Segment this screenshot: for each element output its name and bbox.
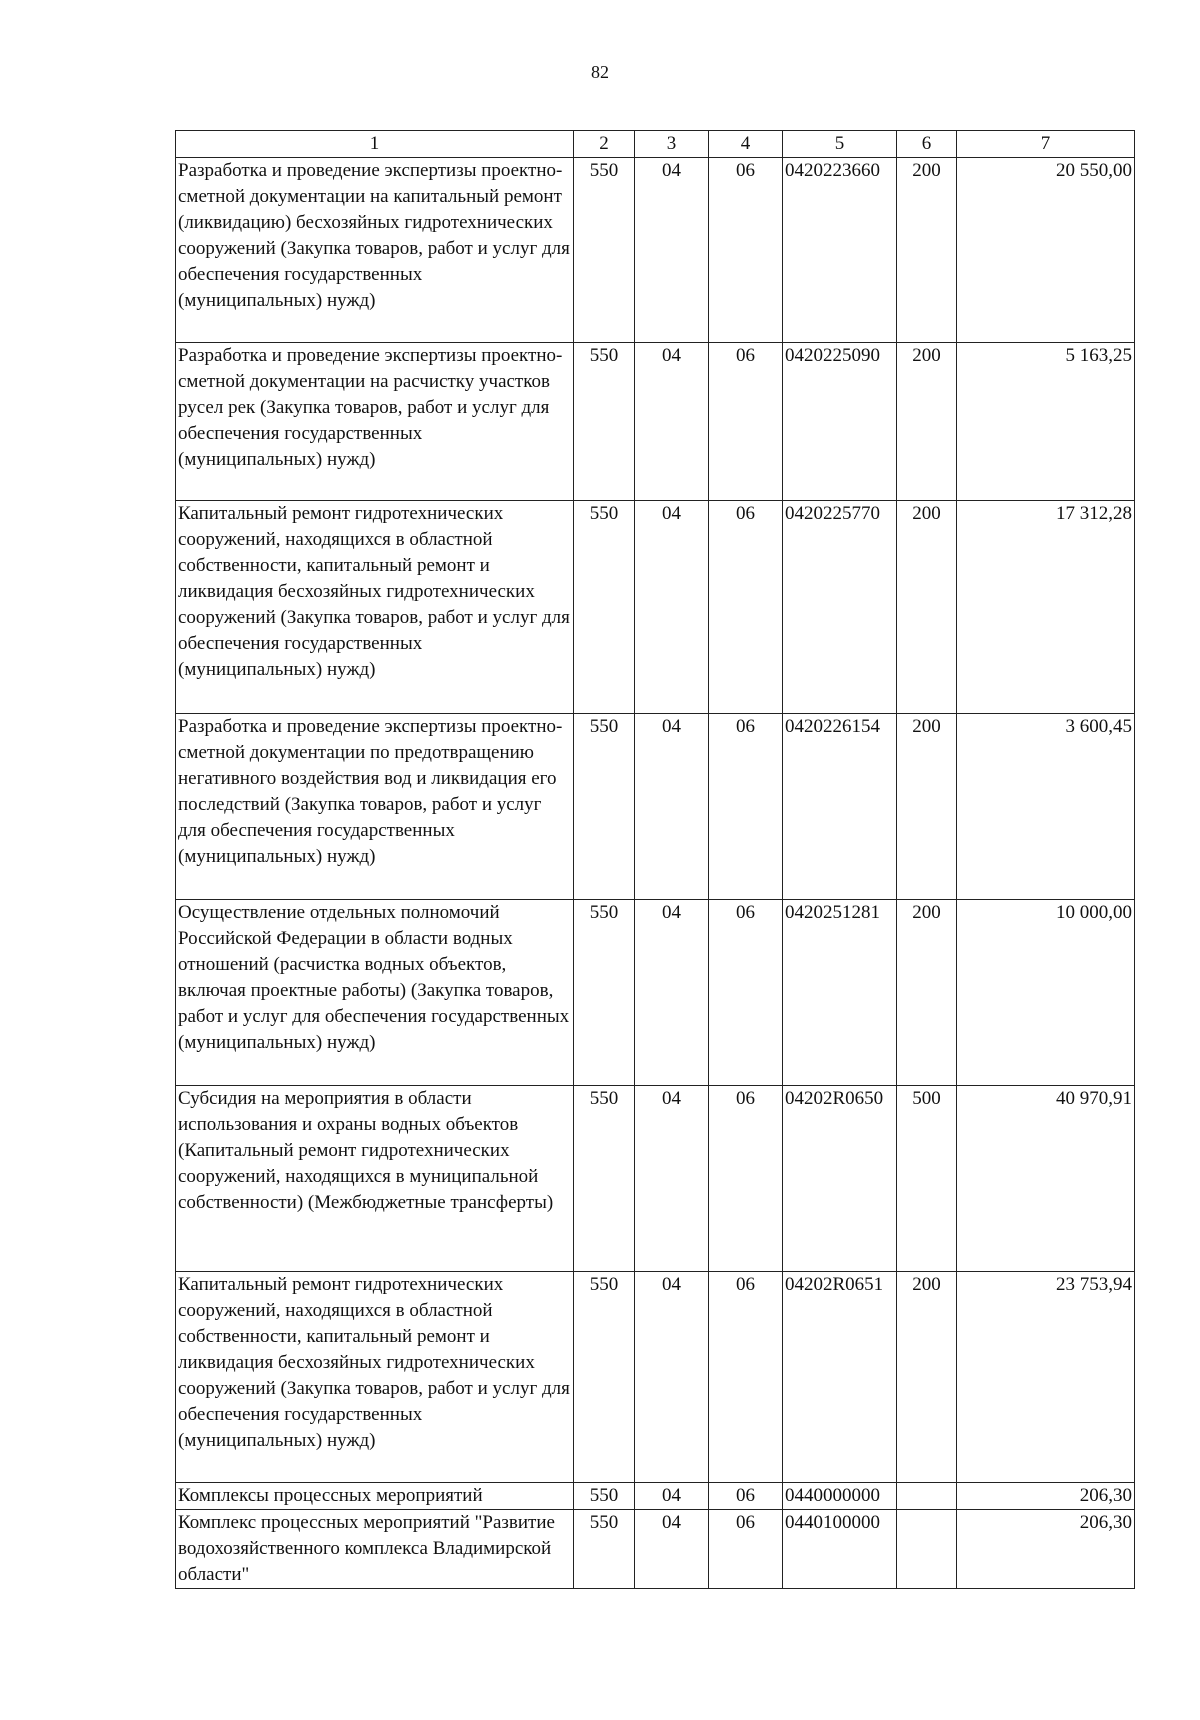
expense-type-code (897, 1483, 957, 1510)
expense-name: Капитальный ремонт гидротехнических сооружений, находящихся в областной собственности, капитальный ремонт и ликвидация бесхозяйных гидротехнических сооружений (Закупка товаров, работ и услуг для обеспечения государственных (муниципальных) нужд) (176, 1272, 574, 1483)
expense-name: Субсидия на мероприятия в области использования и охраны водных объектов (Капитальный ремонт гидротехнических сооружений, находящихся в муниципальной собственности) (Межбюджетные трансферты) (176, 1086, 574, 1272)
expense-type-code (897, 1510, 957, 1589)
subsection-code: 06 (709, 1272, 783, 1483)
expense-type-code: 200 (897, 714, 957, 900)
table-row (176, 1086, 1135, 1272)
table-row (176, 501, 1135, 714)
budget-table (175, 130, 1135, 1589)
section-code: 04 (635, 1086, 709, 1272)
column-number: 1 (176, 131, 574, 158)
target-article-code: 0420225090 (783, 343, 897, 501)
section-code: 04 (635, 714, 709, 900)
expense-name: Разработка и проведение экспертизы проектно-сметной документации на расчистку участков русел рек (Закупка товаров, работ и услуг для обеспечения государственных (муниципальных) нужд) (176, 343, 574, 501)
column-number: 3 (635, 131, 709, 158)
ministry-code: 550 (574, 1272, 635, 1483)
subsection-code: 06 (709, 1086, 783, 1272)
column-number-row (176, 131, 1135, 158)
column-number: 6 (897, 131, 957, 158)
subsection-code: 06 (709, 714, 783, 900)
table-row (176, 714, 1135, 900)
target-article-code: 0420251281 (783, 900, 897, 1086)
table-row (176, 1510, 1135, 1589)
expense-name: Осуществление отдельных полномочий Российской Федерации в области водных отношений (расчистка водных объектов, включая проектные работы) (Закупка товаров, работ и услуг для обеспечения государственных (муниципальных) нужд) (176, 900, 574, 1086)
section-code: 04 (635, 343, 709, 501)
target-article-code: 0440100000 (783, 1510, 897, 1589)
section-code: 04 (635, 158, 709, 343)
section-code: 04 (635, 900, 709, 1086)
expense-name: Комплекс процессных мероприятий "Развитие водохозяйственного комплекса Владимирской области" (176, 1510, 574, 1589)
column-number: 7 (957, 131, 1135, 158)
ministry-code: 550 (574, 501, 635, 714)
target-article-code: 0420223660 (783, 158, 897, 343)
target-article-code: 0440000000 (783, 1483, 897, 1510)
target-article-code: 04202R0651 (783, 1272, 897, 1483)
amount: 20 550,00 (957, 158, 1135, 343)
page-number: 82 (591, 62, 609, 82)
section-code: 04 (635, 1272, 709, 1483)
expense-name: Комплексы процессных мероприятий (176, 1483, 574, 1510)
expense-type-code: 200 (897, 501, 957, 714)
target-article-code: 0420225770 (783, 501, 897, 714)
amount: 17 312,28 (957, 501, 1135, 714)
amount: 23 753,94 (957, 1272, 1135, 1483)
subsection-code: 06 (709, 501, 783, 714)
table-row (176, 900, 1135, 1086)
section-code: 04 (635, 501, 709, 714)
ministry-code: 550 (574, 900, 635, 1086)
amount: 10 000,00 (957, 900, 1135, 1086)
ministry-code: 550 (574, 1483, 635, 1510)
subsection-code: 06 (709, 1510, 783, 1589)
expense-type-code: 200 (897, 158, 957, 343)
section-code: 04 (635, 1483, 709, 1510)
ministry-code: 550 (574, 158, 635, 343)
ministry-code: 550 (574, 1086, 635, 1272)
ministry-code: 550 (574, 1510, 635, 1589)
ministry-code: 550 (574, 714, 635, 900)
expense-type-code: 500 (897, 1086, 957, 1272)
amount: 206,30 (957, 1510, 1135, 1589)
subsection-code: 06 (709, 158, 783, 343)
target-article-code: 0420226154 (783, 714, 897, 900)
target-article-code: 04202R0650 (783, 1086, 897, 1272)
expense-name: Разработка и проведение экспертизы проектно-сметной документации на капитальный ремонт (ликвидацию) бесхозяйных гидротехнических сооружений (Закупка товаров, работ и услуг для обеспечения государственных (муниципальных) нужд) (176, 158, 574, 343)
table-row (176, 1272, 1135, 1483)
amount: 40 970,91 (957, 1086, 1135, 1272)
section-code: 04 (635, 1510, 709, 1589)
subsection-code: 06 (709, 900, 783, 1086)
expense-name: Разработка и проведение экспертизы проектно-сметной документации по предотвращению негативного воздействия вод и ликвидация его последствий (Закупка товаров, работ и услуг для обеспечения государственных (муниципальных) нужд) (176, 714, 574, 900)
subsection-code: 06 (709, 1483, 783, 1510)
column-number: 2 (574, 131, 635, 158)
expense-type-code: 200 (897, 900, 957, 1086)
table-row (176, 158, 1135, 343)
column-number: 4 (709, 131, 783, 158)
expense-name: Капитальный ремонт гидротехнических сооружений, находящихся в областной собственности, капитальный ремонт и ликвидация бесхозяйных гидротехнических сооружений (Закупка товаров, работ и услуг для обеспечения государственных (муниципальных) нужд) (176, 501, 574, 714)
table-row (176, 343, 1135, 501)
ministry-code: 550 (574, 343, 635, 501)
subsection-code: 06 (709, 343, 783, 501)
expense-type-code: 200 (897, 343, 957, 501)
expense-type-code: 200 (897, 1272, 957, 1483)
column-number: 5 (783, 131, 897, 158)
amount: 206,30 (957, 1483, 1135, 1510)
amount: 3 600,45 (957, 714, 1135, 900)
table-row (176, 1483, 1135, 1510)
amount: 5 163,25 (957, 343, 1135, 501)
